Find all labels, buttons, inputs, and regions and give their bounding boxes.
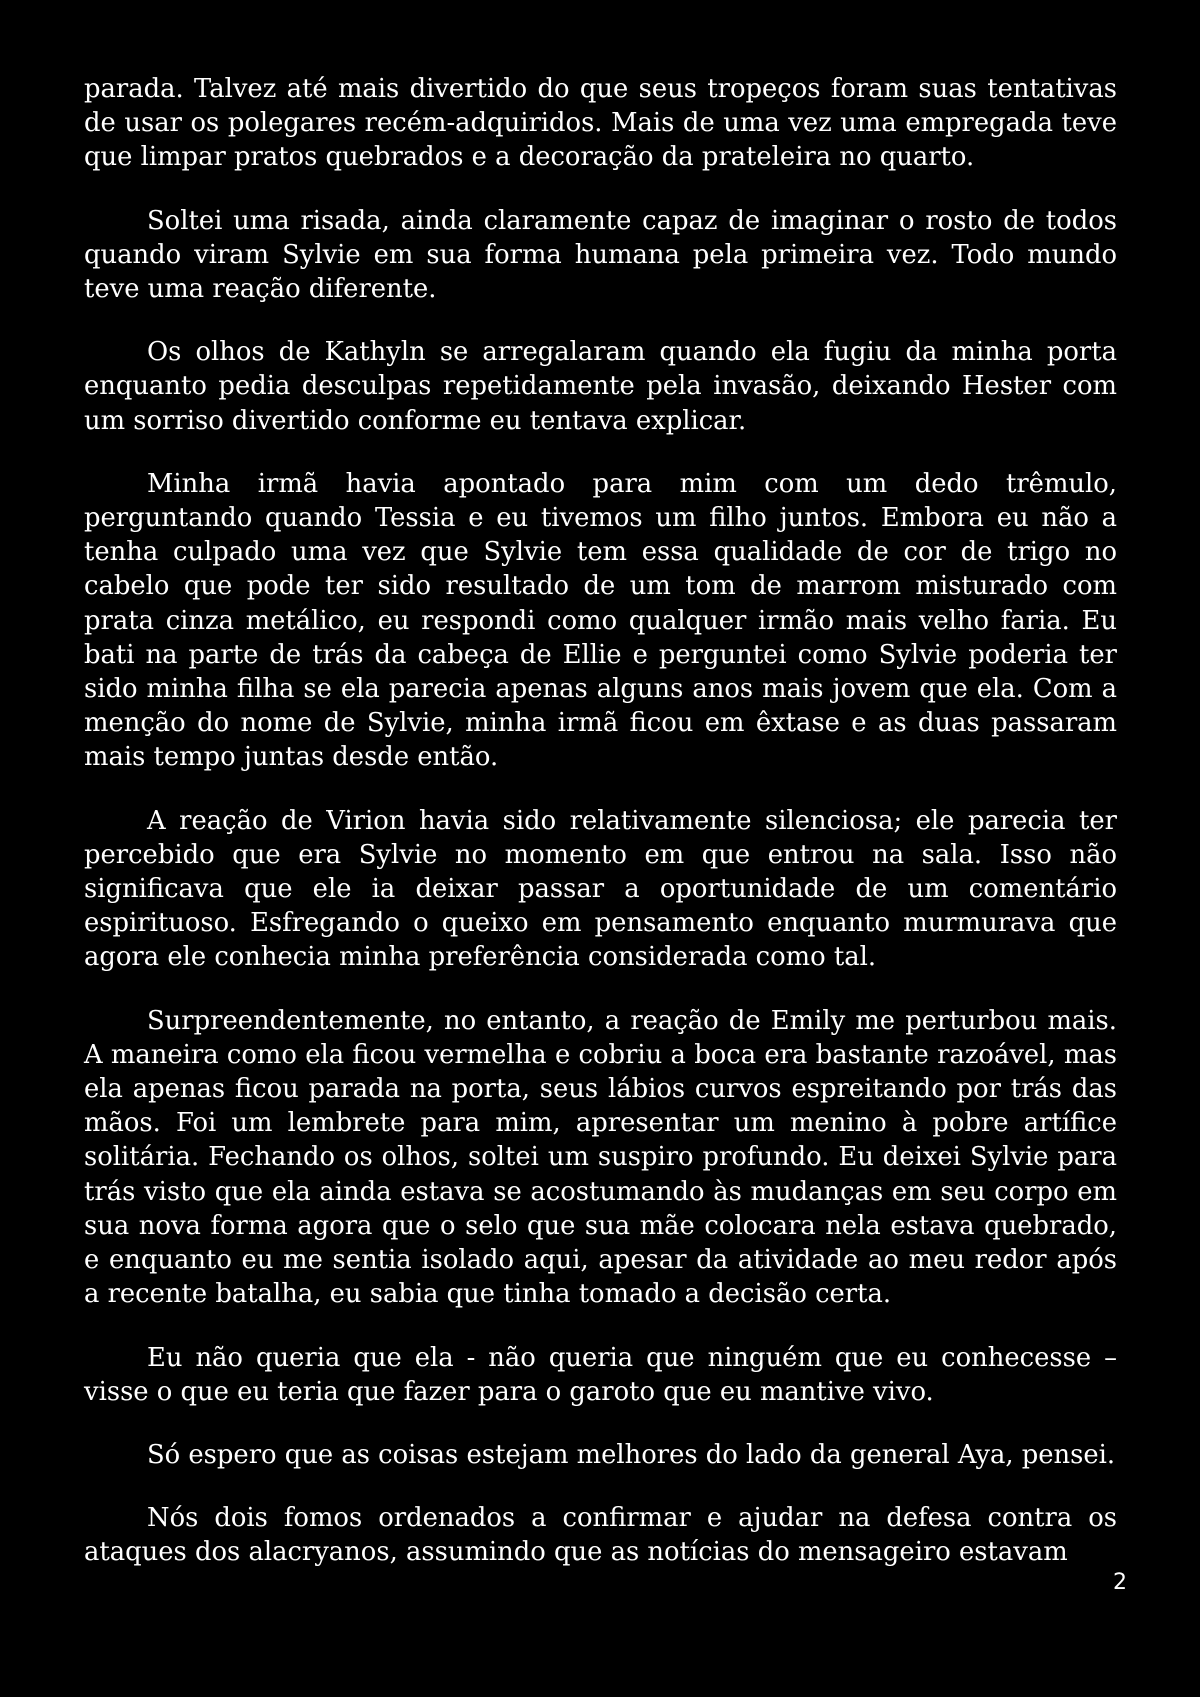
document-page	[84, 72, 1117, 1570]
paragraph-9: Nós dois fomos ordenados a confirmar e ajudar na defesa contra os ataques dos alacryanos, assumindo que as notícias do mensageiro estavam	[84, 1503, 1117, 1568]
paragraph-6: Surpreendentemente, no entanto, a reação de Emily me perturbou mais. A maneira como ela ficou vermelha e cobriu a boca era bastante razoável, mas ela apenas ficou parada na porta, seus lábios curvos espreitando por trás das mãos. Foi um lembrete para mim, apresentar um menino à pobre artífice solitária. Fechando os olhos, soltei um suspiro profundo. Eu deixei Sylvie para trás visto que ela ainda estava se acostumando às mudanças em seu corpo em sua nova forma agora que o selo que sua mãe colocara nela estava quebrado, e enquanto eu me sentia isolado aqui, apesar da atividade ao meu redor após a recente batalha, eu sabia que tinha tomado a decisão certa.	[84, 1005, 1117, 1310]
paragraph-1: parada. Talvez até mais divertido do que seus tropeços foram suas tentativas de usar os polegares recém-adquiridos. Mais de uma vez uma empregada teve que limpar pratos quebrados e a decoração da prateleira no quarto.	[84, 74, 1117, 173]
paragraph-8: Só espero que as coisas estejam melhores do lado da general Aya, pensei.	[147, 1439, 1116, 1470]
page-number: 2	[1113, 1570, 1127, 1595]
paragraph-2: Soltei uma risada, ainda claramente capaz de imaginar o rosto de todos quando viram Sylvie em sua forma humana pela primeira vez. Todo mundo teve uma reação diferente.	[84, 205, 1117, 305]
paragraph-5: A reação de Virion havia sido relativamente silenciosa; ele parecia ter percebido que era Sylvie no momento em que entrou na sala. Isso não significava que ele ia deixar passar a oportunidade de um comentário espirituoso. Esfregando o queixo em pensamento enquanto murmurava que agora ele conhecia minha preferência considerada como tal.	[84, 805, 1117, 973]
paragraph-7: Eu não queria que ela - não queria que ninguém que eu conhecesse – visse o que eu teria que fazer para o garoto que eu mantive vivo.	[84, 1342, 1117, 1407]
paragraph-3: Os olhos de Kathyln se arregalaram quando ela fugiu da minha porta enquanto pedia desculpas repetidamente pela invasão, deixando Hester com um sorriso divertido conforme eu tentava explicar.	[84, 337, 1117, 436]
paragraph-4: Minha irmã havia apontado para mim com um dedo trêmulo, perguntando quando Tessia e eu tivemos um filho juntos. Embora eu não a tenha culpado uma vez que Sylvie tem essa qualidade de cor de trigo no cabelo que pode ter sido resultado de um tom de marrom misturado com prata cinza metálico, eu respondi como qualquer irmão mais velho faria. Eu bati na parte de trás da cabeça de Ellie e perguntei como Sylvie poderia ter sido minha filha se ela parecia apenas alguns anos mais jovem que ela. Com a menção do nome de Sylvie, minha irmã ficou em êxtase e as duas passaram mais tempo juntas desde então.	[84, 468, 1117, 773]
